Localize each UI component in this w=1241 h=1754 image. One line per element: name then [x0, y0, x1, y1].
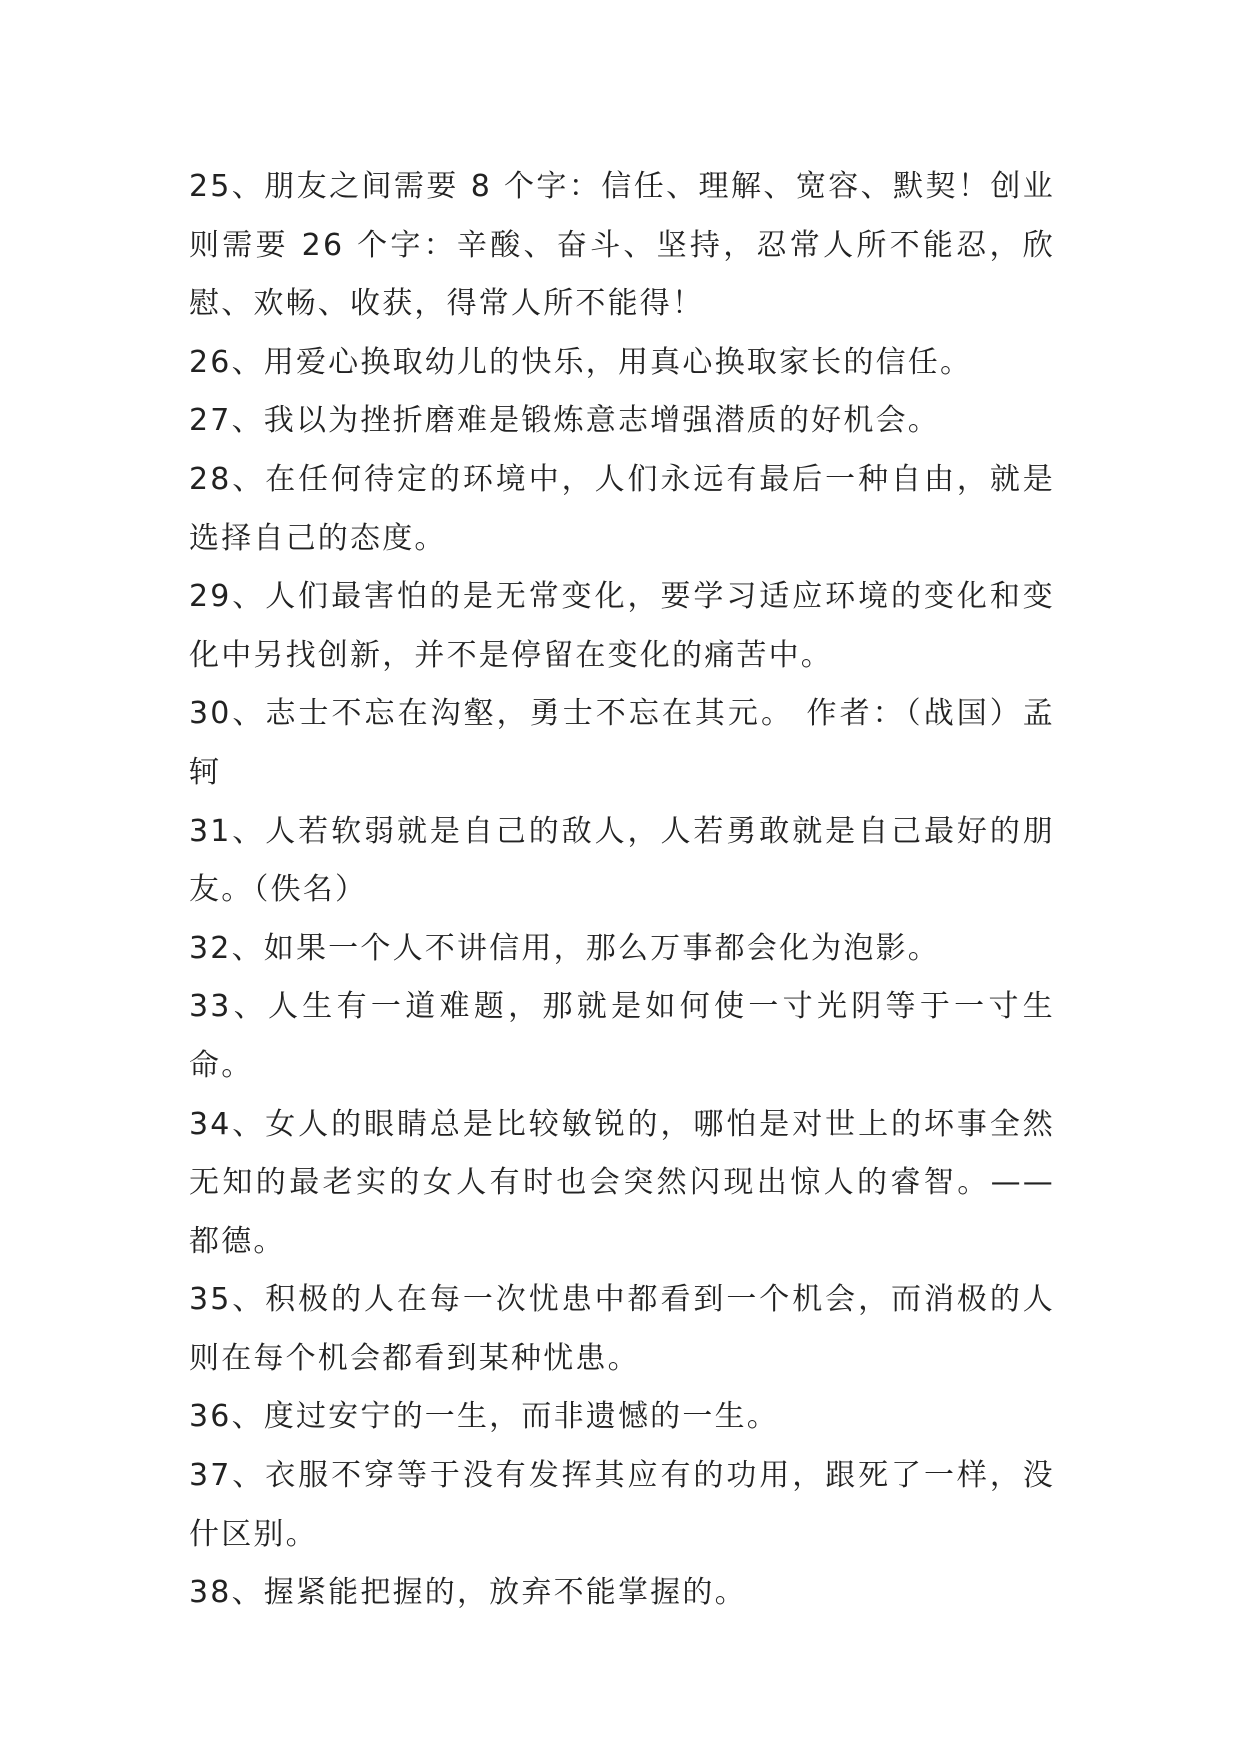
quote-entry-33: 33、人生有一道难题，那就是如何使一寸光阴等于一寸生命。: [189, 989, 1055, 1083]
quote-entry-37: 37、衣服不穿等于没有发挥其应有的功用，跟死了一样，没什区别。: [189, 1458, 1055, 1552]
quote-entry-26: 26、用爱心换取幼儿的快乐，用真心换取家长的信任。: [189, 344, 973, 380]
quote-entry-28: 28、在任何待定的环境中，人们永远有最后一种自由，就是选择自己的态度。: [189, 461, 1055, 556]
quote-entry-34: 34、女人的眼睛总是比较敏锐的，哪怕是对世上的坏事全然无知的最老实的女人有时也会突然闪现出惊人的睿智。——都德。: [189, 1106, 1055, 1259]
quote-entry-32: 32、如果一个人不讲信用，那么万事都会化为泡影。: [189, 930, 940, 966]
quote-entry-36: 36、度过安宁的一生，而非遗憾的一生。: [189, 1399, 779, 1435]
quote-entry-38: 38、握紧能把握的，放弃不能掌握的。: [189, 1575, 747, 1611]
quote-list: [189, 158, 1055, 1623]
quote-entry-31: 31、人若软弱就是自己的敌人，人若勇敢就是自己最好的朋友。（佚名）: [189, 813, 1055, 908]
quote-entry-35: 35、积极的人在每一次忧患中都看到一个机会，而消极的人则在每个机会都看到某种忧患。: [189, 1282, 1055, 1376]
quote-entry-30: 30、志士不忘在沟壑，勇士不忘在其元。 作者：（战国）孟轲: [189, 696, 1055, 790]
quote-entry-29: 29、人们最害怕的是无常变化，要学习适应环境的变化和变化中另找创新，并不是停留在变化的痛苦中。: [189, 579, 1055, 673]
quote-entry-27: 27、我以为挫折磨难是锻炼意志增强潜质的好机会。: [189, 403, 940, 439]
quote-entry-25: 25、朋友之间需要 8 个字：信任、理解、宽容、默契！创业则需要 26 个字：辛酸、奋斗、坚持，忍常人所不能忍，欣慰、欢畅、收获，得常人所不能得！: [189, 169, 1055, 322]
